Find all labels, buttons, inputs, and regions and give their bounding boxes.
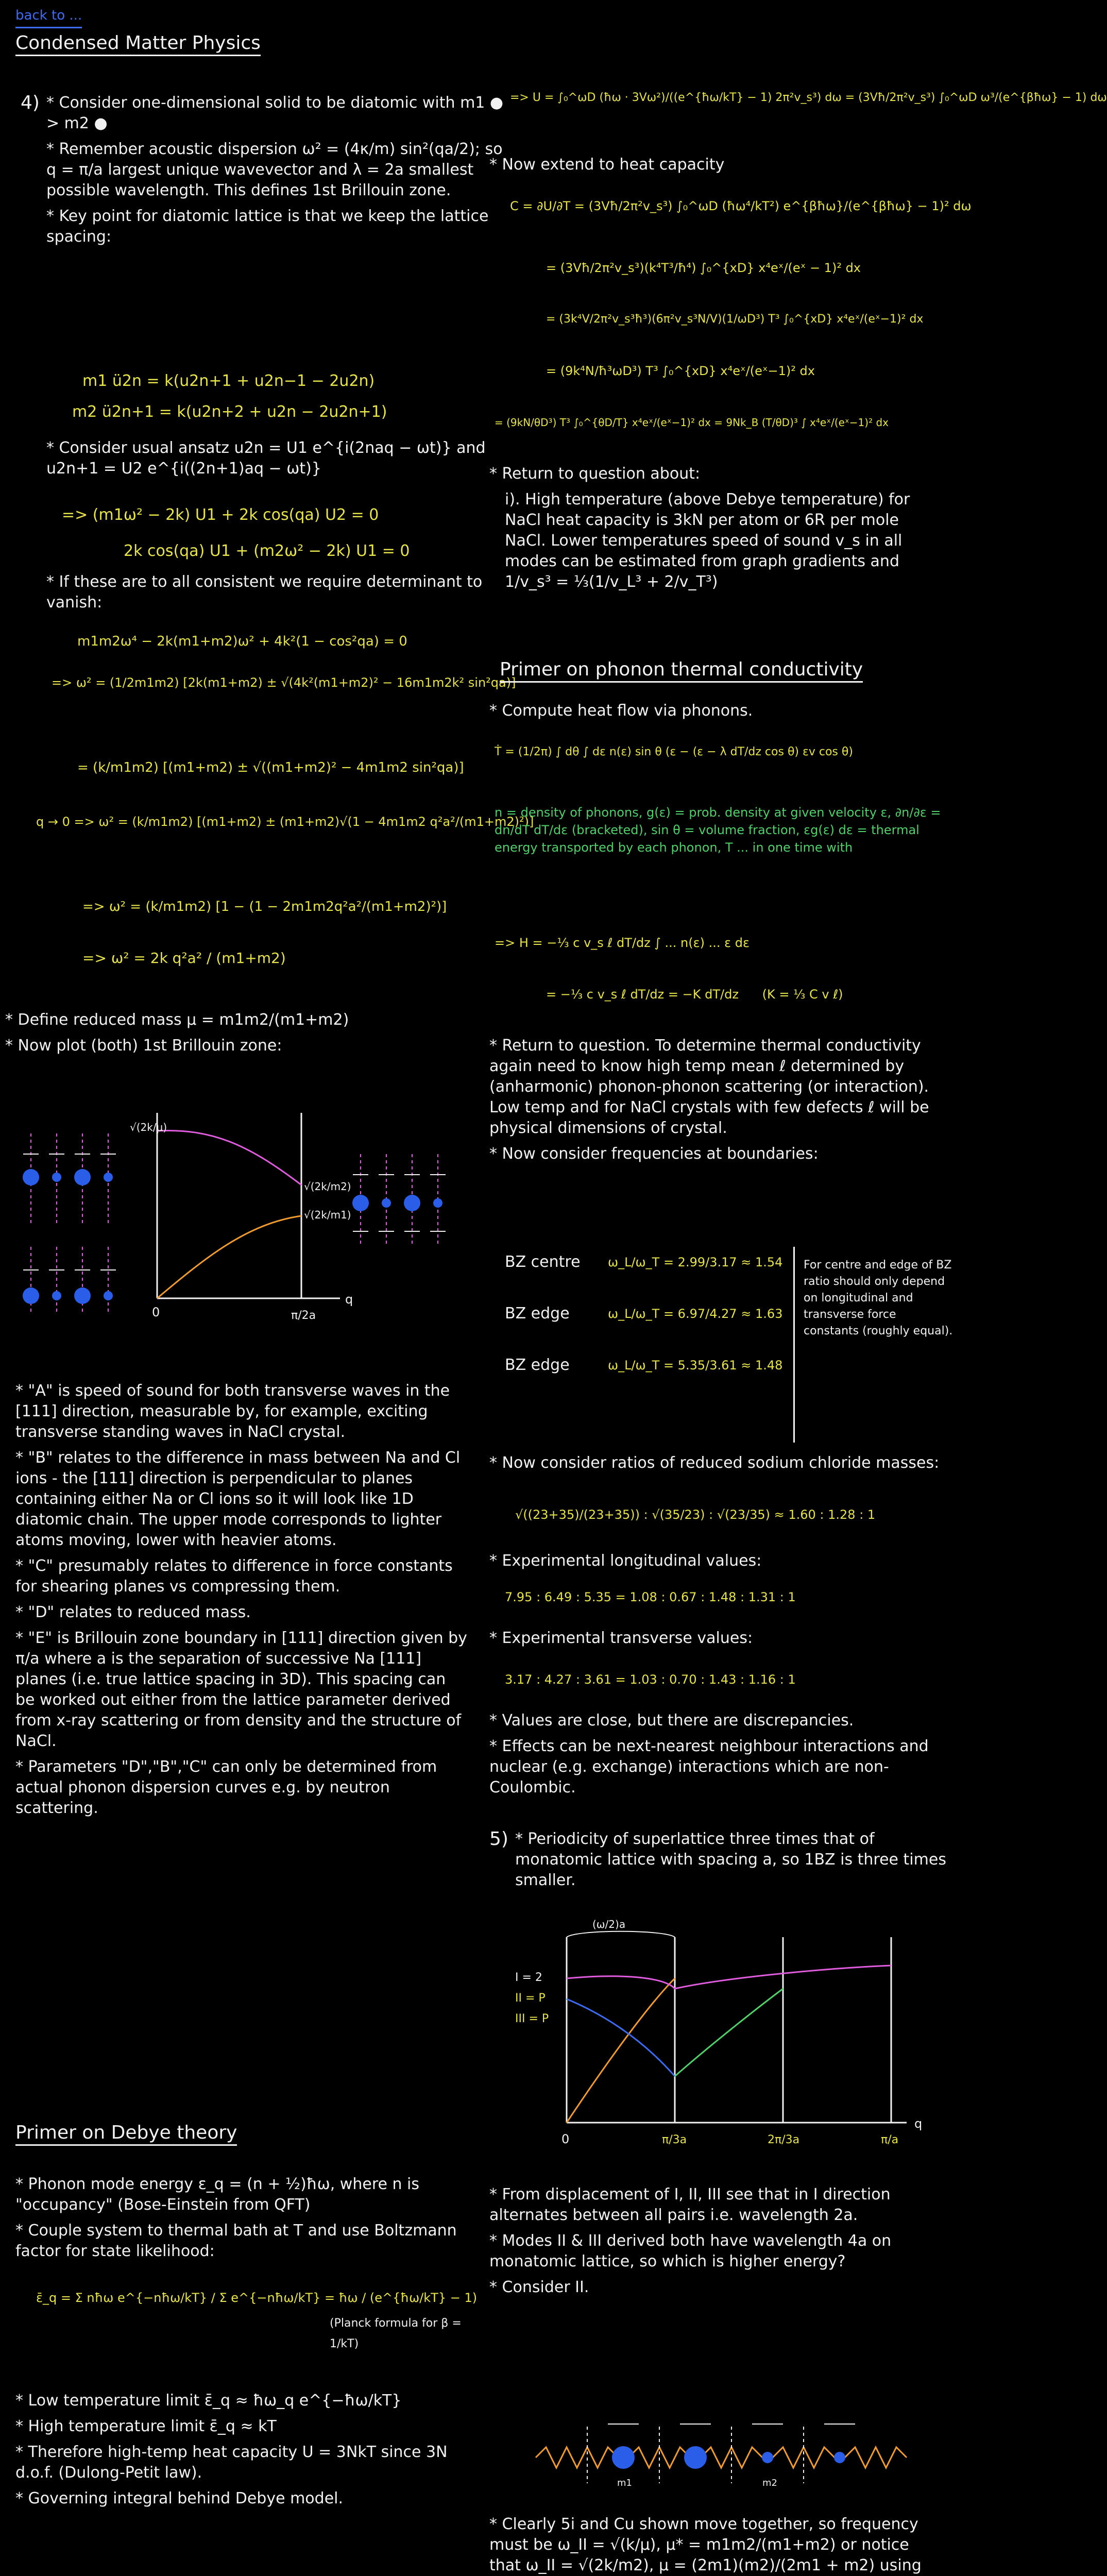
q4-bullet-5-block [46,572,510,618]
equation-small-q: q → 0 => ω² = (k/m1m2) [(m1+m2) ± (m1+m2)√(1 − 4m1m2 q²a²/(m1+m2)²)] [36,815,534,829]
thermal-bullet-1: * Compute heat flow via phonons. [489,702,753,720]
branch-folded-green [675,1989,783,2076]
q4-bullet-2: * Remember acoustic dispersion ω² = (4κ/m) sin²(qa/2); so q = π/a largest unique wavevector and λ = 2a smallest possible wavelength. This defines 1st Brillouin zone. [46,140,508,199]
heat-capacity-eq-3: = (3k⁴V/2π²v_s³ħ³)(6π²v_s³N/V)(1/ωD³) T³ ∫₀^{xD} x⁴eˣ/(eˣ−1)² dx [546,313,924,326]
plot2-x-label: q [914,2116,923,2131]
q4-bullet-7: * Now plot (both) 1st Brillouin zone: [5,1037,282,1055]
q4-bullet-3: * Key point for diatomic lattice is that we keep the lattice spacing: [46,207,493,246]
chain-diagram-left [23,1133,116,1314]
plot2-label-III: III = P [515,2012,549,2025]
note-b: * "B" relates to the difference in mass between Na and Cl ions - the [111] direction is perpendicular to planes containing either Na or Cl ions so it will look like 1D diatomic chain. The upper mode corresponds to lighter atoms moving, lower with heavier atoms. [15,1449,465,1549]
heat-flow-equation: Ṫ = (1/2π) ∫ dθ ∫ dε n(ε) sin θ (ε − (ε − λ dT/dz cos θ) εv cos θ) [495,745,853,758]
debye-block-2 [15,2391,469,2514]
bz-edge-label-1: BZ edge [505,1304,570,1323]
debye-bullet-3: * Low temperature limit ε̄_q ≈ ħω_q e^{−ħω/kT} [15,2392,402,2410]
thermal-section-title: Primer on phonon thermal conductivity [500,659,863,683]
high-temperature-note: i). High temperature (above Debye temperature) for NaCl heat capacity is 3kN per atom or 6R per mole NaCl. Lower temperatures speed of sound v_s in all modes can be estimated from graph gradients and 1/v_s³ = ⅓(1/v_L³ + 2/v_T³) [505,490,915,591]
branch-top-magenta [567,1965,891,1989]
q4-bullet-4: * Consider usual ansatz u2n = U1 e^{i(2naq − ωt)} and u2n+1 = U2 e^{i((2n+1)aq − ωt)} [46,439,491,478]
energy-integral: => U = ∫₀^ωD (ħω · 3Vω²)/((e^{ħω/kT} − 1) 2π²v_s³) dω = (3Vħ/2π²v_s³) ∫₀^ωD ω³/(e^{βħω} − 1) dω [510,91,1107,104]
equation-motion-2: m2 ü2n+1 = k(u2n+2 + u2n − 2u2n+1) [72,403,387,421]
heat-capacity-eq-2: = (3Vħ/2π²v_s³)(k⁴T³/ħ⁴) ∫₀^{xD} x⁴eˣ/(eˣ − 1)² dx [546,261,861,275]
plot2-tick-2: 2π/3a [768,2133,800,2146]
plot2-label-I: I = 2 [515,1971,542,1984]
equation-motion-1: m1 ü2n = k(u2n+1 + u2n−1 − 2u2n) [82,372,375,390]
q4-bullet-6: * Define reduced mass μ = m1m2/(m1+m2) [5,1011,349,1029]
q4-bullet-5: * If these are to all consistent we require determinant to vanish: [46,573,487,612]
question-4-number: 4) [21,92,40,113]
equation-acoustic: => ω² = 2k q²a² / (m1+m2) [82,950,286,967]
transverse-heading: * Experimental transverse values: [489,1629,753,1647]
plot2-label-II: II = P [515,1992,546,2005]
heat-flow-equation-2: => H = −⅓ c v_s ℓ dT/dz ∫ ... n(ε) ... ε dε [495,936,750,950]
superlattice-note-3: * Consider II. [489,2278,589,2296]
note-d: * "D" relates to reduced mass. [15,1603,251,1621]
longitudinal-values: 7.95 : 6.49 : 5.35 = 1.08 : 0.67 : 1.48 : 1.31 : 1 [505,1590,796,1604]
plot2-top-label: (ω/2)a [592,1918,626,1930]
q5-block [515,1829,951,1896]
note-e: * "E" is Brillouin zone boundary in [111] direction given by π/a where a is the separation of successive Na [111] planes (i.e. true lattice spacing in 3D). This spacing can be worked out either from the lattice parameter derived from x-ray scattering or from density and the structure of NaCl. [15,1629,472,1750]
q5-bullet: * Periodicity of superlattice three times that of monatomic lattice with spacing a, so 1BZ is three times smaller. [515,1830,951,1889]
mass-ratio-equation: √((23+35)/(23+35)) : √(35/23) : √(23/35) ≈ 1.60 : 1.28 : 1 [515,1507,876,1522]
back-link[interactable]: back to ... [15,5,82,28]
conductivity-result: = −⅓ c v_s ℓ dT/dz = −K dT/dz (K = ⅓ C v ℓ) [546,987,843,1002]
page-title: Condensed Matter Physics [15,33,261,56]
dispersion-axes [157,1113,340,1298]
thermal-legend: n = density of phonons, g(ε) = prob. density at given velocity ε, ∂n/∂ε = dn/dT dT/dε (bracketed), sin θ = volume fraction, εg(ε) dε = thermal energy transported by each phonon, T ... in one time with [495,805,941,855]
heat-capacity-heading: * Now extend to heat capacity [489,156,725,174]
note-c: * "C" presumably relates to difference in force constants for shearing planes vs compressing them. [15,1557,458,1596]
equation-expansion: => ω² = (k/m1m2) [1 − (1 − 2m1m2q²a²/(m1+m2)²)] [82,899,447,914]
plot2-origin: 0 [561,2132,570,2146]
return-question-block [489,464,943,598]
plot1-label-top: √(2k/μ) [130,1121,167,1133]
bz-edge-ratio-1: ω_L/ω_T = 6.97/4.27 ≈ 1.63 [608,1307,783,1321]
mode-II-note-1: * Clearly 5i and Cu shown move together, so frequency must be ω_II = √(k/μ), μ* = m1m2/(m1+m2) or notice that ω_II = √(2k/m2), μ = (2m1)(m2)/(2m1 + m2) using [489,2515,922,2574]
values-close-note: * Values are close, but there are discrepancies. [489,1711,854,1730]
chain1-label-m2: m2 [762,2478,777,2488]
q4-bullet-1: * Consider one-dimensional solid to be diatomic with m1 ● > m2 ● [46,94,508,132]
left-column-top [46,93,510,252]
acoustic-branch [157,1216,301,1298]
debye-bullet-2: * Couple system to thermal bath at T and use Boltzmann factor for state likelihood: [15,2222,462,2260]
debye-planck-equation: ε̄_q = Σ nħω e^{−nħω/kT} / Σ e^{−nħω/kT} = ħω / (e^{ħω/kT} − 1) [36,2291,478,2305]
mode-II-notes [489,2514,943,2576]
chain1-label-m1: m1 [617,2478,632,2488]
heat-capacity-eq-5: = (9kN/θD³) T³ ∫₀^{θD/T} x⁴eˣ/(eˣ−1)² dx = 9Nk_B (T/θD)³ ∫ x⁴eˣ/(eˣ−1)² dx [495,416,889,429]
thermal-block-1 [489,701,943,726]
thermal-bullet-3: * Now consider frequencies at boundaries: [489,1145,819,1163]
equation-omega-squared: => ω² = (1/2m1m2) [2k(m1+m2) ± √(4k²(m1+m2)² − 16m1m2k² sin²qa)] [52,675,516,690]
equation-ansatz-2: 2k cos(qa) U1 + (m2ω² − 2k) U1 = 0 [124,542,410,560]
superlattice-note-2: * Modes II & III derived both have wavelength 4a on monatomic lattice, so which is higher energy? [489,2232,896,2270]
q4-bullet-6-block [5,1010,469,1061]
transverse-values: 3.17 : 4.27 : 3.61 = 1.03 : 0.70 : 1.43 : 1.16 : 1 [505,1672,796,1687]
debye-section-title: Primer on Debye theory [15,2123,237,2146]
longitudinal-heading: * Experimental longitudinal values: [489,1552,762,1570]
plot1-x-label: q [345,1292,353,1307]
note-a: * "A" is speed of sound for both transverse waves in the [111] direction, measurable by, for example, exciting transverse standing waves in NaCl crystal. [15,1382,455,1441]
heat-capacity-eq-4: = (9k⁴N/ħ³ωD³) T³ ∫₀^{xD} x⁴eˣ/(eˣ−1)² dx [546,364,815,378]
thermal-block-4 [489,1710,943,1803]
equation-determinant: m1m2ω⁴ − 2k(m1+m2)ω² + 4k²(1 − cos²qa) = 0 [77,634,407,649]
chain-mode-II-figure [525,2411,927,2494]
plot1-origin: 0 [152,1305,160,1319]
note-f: * Parameters "D","B","C" can only be determined from actual phonon dispersion curves e.g. by neutron scattering. [15,1758,442,1817]
question-5-number: 5) [489,1828,508,1850]
debye-block-1 [15,2174,469,2267]
diatomic-dispersion-figure [10,1092,474,1329]
bz-side-note: For centre and edge of BZ ratio should only depend on longitudinal and transverse force constants (roughly equal). [804,1259,956,1337]
plot1-label-mid: √(2k/m2) [304,1180,351,1193]
debye-bullet-1: * Phonon mode energy ε_q = (n + ½)ħω, where n is "occupancy" (Bose-Einstein from QFT) [15,2175,424,2214]
phonon-notes [15,1381,472,1824]
effects-note: * Effects can be next-nearest neighbour interactions and nuclear (e.g. exchange) interactions which are non-Coulombic. [489,1737,934,1797]
superlattice-dispersion-figure [495,1917,948,2164]
bz-edge-label-2: BZ edge [505,1356,570,1374]
superlattice-note-1: * From displacement of I, II, III see that in I direction alternates between all pairs i.e. wavelength 2a. [489,2185,896,2224]
plot2-tick-1: π/3a [662,2133,687,2146]
superlattice-notes [489,2184,943,2303]
superlattice-axes [567,1937,907,2123]
thermal-block-3 [489,1453,943,1479]
bz-centre-ratio: ω_L/ω_T = 2.99/3.17 ≈ 1.54 [608,1255,783,1269]
thermal-bullet-ratios: * Now consider ratios of reduced sodium chloride masses: [489,1454,940,1472]
plot1-label-low: √(2k/m1) [304,1209,351,1221]
debye-bullet-4: * High temperature limit ε̄_q ≈ kT [15,2417,277,2435]
thermal-bullet-2: * Return to question. To determine thermal conductivity again need to know high temp mean ℓ determined by (anharmonic) phonon-phonon scattering (or interaction). Low temp and for NaCl crystals with few defects ℓ will be physical dimensions of crystal. [489,1037,934,1137]
return-question-heading: * Return to question about: [489,465,701,483]
debye-bullet-6: * Governing integral behind Debye model. [15,2489,344,2507]
branch-acoustic [567,1978,675,2123]
optical-branch [157,1130,301,1185]
plot2-tick-3: π/a [881,2133,899,2146]
thermal-block-2 [489,1036,943,1170]
equation-ansatz-1: => (m1ω² − 2k) U1 + 2k cos(qa) U2 = 0 [62,506,379,524]
chain-diagram-right [352,1154,446,1247]
bz-edge-ratio-2: ω_L/ω_T = 5.35/3.61 ≈ 1.48 [608,1358,783,1372]
zone-brace [567,1931,675,1937]
plot1-edge-tick: π/2a [291,1309,316,1322]
debye-planck-side-note: (Planck formula for β = 1/kT) [330,2317,465,2350]
q4-bullet-4-block [46,438,510,484]
equation-omega-simplified: = (k/m1m2) [(m1+m2) ± √((m1+m2)² − 4m1m2 sin²qa)] [77,760,464,775]
branch-folded-blue [567,1999,675,2076]
heat-capacity-eq-1: C = ∂U/∂T = (3Vħ/2π²v_s³) ∫₀^ωD (ħω⁴/kT²) e^{βħω}/(e^{βħω} − 1)² dω [510,199,972,213]
bz-centre-label: BZ centre [505,1253,581,1271]
debye-bullet-5: * Therefore high-temp heat capacity U = 3NkT since 3N d.o.f. (Dulong-Petit law). [15,2443,453,2482]
